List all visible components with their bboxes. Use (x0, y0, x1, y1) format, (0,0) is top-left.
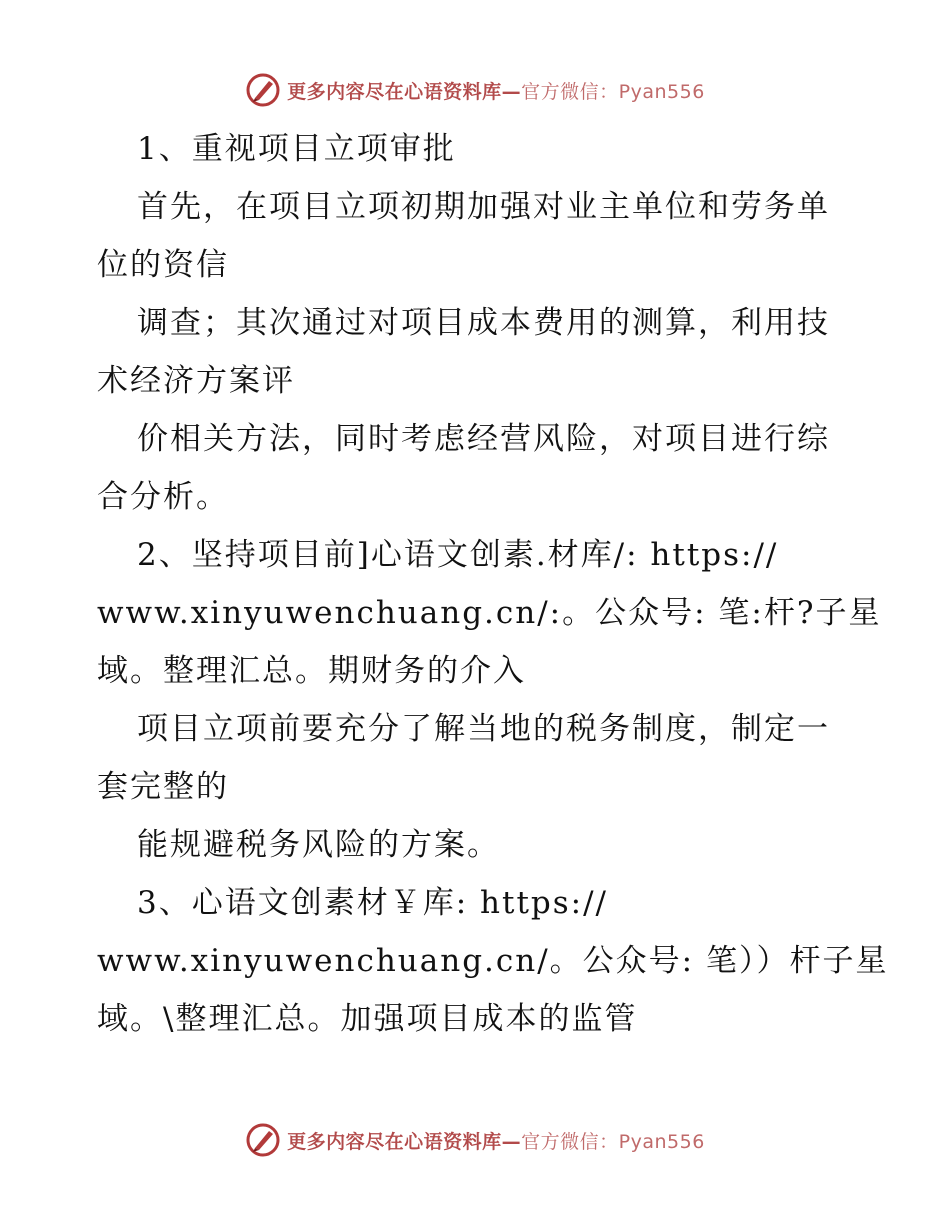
paragraph-line: www.xinyuwenchuang.cn/:。公众号: 笔:杆?子星 (97, 595, 882, 631)
paragraph-line: 术经济方案评 (97, 363, 295, 399)
paragraph-line: 能规避税务风险的方案。 (137, 827, 500, 863)
footer-banner (0, 1120, 950, 1160)
banner-wechat: 官方微信：Pyan556 (521, 80, 705, 103)
pen-logo-icon (245, 1122, 281, 1158)
paragraph-line: 域。\整理汇总。加强项目成本的监管 (97, 1001, 638, 1037)
banner-text: 更多内容尽在心语资料库—官方微信：Pyan556 (287, 80, 705, 103)
paragraph-line: 域。整理汇总。期财务的介入 (97, 653, 526, 689)
paragraph-line: www.xinyuwenchuang.cn/。公众号: 笔））杆子星 (97, 943, 889, 979)
pen-logo-icon (245, 72, 281, 108)
paragraph-line: 合分析。 (97, 479, 229, 515)
paragraph-line: 价相关方法，同时考虑经营风险，对项目进行综 (137, 421, 830, 457)
paragraph-line: 首先，在项目立项初期加强对业主单位和劳务单 (137, 189, 830, 225)
paragraph-line: 2、坚持项目前]心语文创素.材库/: https:// (137, 537, 779, 573)
paragraph-line: 调查；其次通过对项目成本费用的测算，利用技 (137, 305, 830, 341)
banner-wechat: 官方微信：Pyan556 (521, 1130, 705, 1153)
document-body (97, 120, 889, 1048)
paragraph-line: 位的资信 (97, 247, 229, 283)
paragraph-line: 3、心语文创素材￥库: https:// (137, 885, 608, 921)
paragraph-line: 1、重视项目立项审批 (137, 131, 456, 167)
paragraph-line: 项目立项前要充分了解当地的税务制度，制定一 (137, 711, 830, 747)
banner-text: 更多内容尽在心语资料库—官方微信：Pyan556 (287, 1130, 705, 1153)
paragraph-line: 套完整的 (97, 769, 229, 805)
header-banner (0, 70, 950, 110)
